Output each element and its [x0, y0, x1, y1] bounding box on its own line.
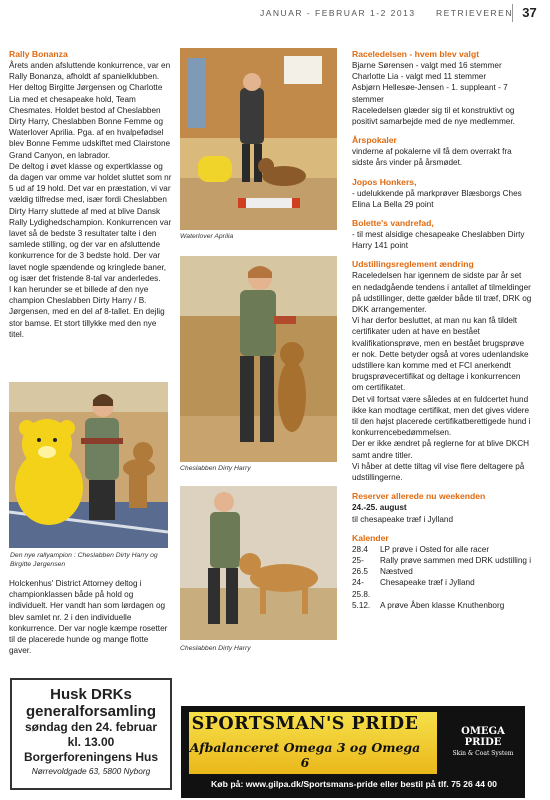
page-header: [260, 6, 513, 20]
election-line: Bjarne Sørensen - valgt med 16 stemmer: [352, 61, 502, 70]
photo-illustration: [180, 486, 337, 640]
calendar-event: A prøve Åben klasse Knuthenborg: [380, 600, 505, 610]
section-title-calendar: Kalender: [352, 532, 389, 543]
photo-caption-aprilia: Waterlover Aprilia: [180, 233, 234, 240]
photo-waterlover-aprilia: [180, 48, 337, 230]
calendar-list: [352, 544, 532, 611]
issue-label: JANUAR - FEBRUAR 1-2 2013: [260, 8, 416, 18]
section-title-jopos: Jopos Honkers,: [352, 176, 417, 187]
photo-illustration: [9, 382, 168, 548]
paragraph: I kan herunder se et billede af den nye champion Cheslabben Dirty Harry / B. Jørgensen, med en del af 8-tallet. En dejlig stor bamse. Et stort tillykke med den nye titel.: [9, 285, 165, 339]
ad-tagline: Afbalanceret Omega 3 og Omega 6: [189, 740, 421, 770]
logo-line: PRIDE: [464, 737, 502, 748]
reserve-date: 24.-25. august: [352, 503, 407, 513]
notice-address: Nørrevoldgade 63, 5800 Nyborg: [31, 766, 151, 776]
notice-line: Husk DRKs: [50, 686, 132, 703]
general-assembly-notice: [10, 678, 172, 790]
paragraph: Raceledelsen glæder sig til et konstruktivt og positivt samarbejde med de nye medlemmer.: [352, 105, 515, 127]
section-title-reserve: Reserver allerede nu weekenden: [352, 491, 486, 502]
photo-caption-champion: Den nye rallyampion : Cheslabben Dirty Harry og Birgitte Jørgensen: [10, 552, 158, 568]
notice-time: kl. 13.00: [67, 735, 115, 749]
calendar-date: 5.12.: [352, 600, 371, 610]
election-line: Asbjørn Hellesøe-Jensen - 1. suppleant - 7 stemmer: [352, 83, 508, 104]
notice-date: søndag den 24. februar: [24, 720, 158, 734]
logo-subline: Skin & Coat System: [452, 750, 514, 757]
photo-caption-harry-1: Cheslabben Dirty Harry: [180, 465, 251, 472]
omega-pride-logo: [449, 726, 517, 759]
calendar-event: LP prøve i Osted for alle racer: [380, 544, 490, 554]
photo-champion-bear: [9, 382, 168, 548]
paragraph: Det vil fortsat være således at en fuldcertet hund ikke kan modtage certifikat, men det gives videre til den højst placerede certifikatberettigede hund i konkurrencebedømmelsen.: [352, 394, 531, 438]
ad-order-info[interactable]: Køb på: www.gilpa.dk/Sportsmans-pride eller bestil på tlf. 75 26 44 00: [211, 779, 497, 789]
column-left: [9, 46, 172, 340]
calendar-event: Chesapeake træf i Jylland: [380, 578, 475, 588]
paragraph: vinderne af pokalerne vil få dem overrakt fra sidste års vinder på årsmødet.: [352, 147, 512, 168]
paragraph: Der er ikke ændret på reglerne for at blive DKCH samt andre titler.: [352, 439, 530, 460]
photo-dirty-harry-1: [180, 256, 337, 462]
notice-line: generalforsamling: [25, 703, 157, 720]
section-title-election: Raceledelsen - hvem blev valgt: [352, 49, 480, 59]
section-title-exhibition-rules: Udstillingsreglement ændring: [352, 259, 474, 270]
sportsmans-pride-ad[interactable]: [181, 706, 525, 798]
paragraph: - til mest alsidige chesapeake Cheslabben Dirty Harry 141 point: [352, 230, 525, 251]
paragraph: Raceledelsen har igennem de sidste par år set en nedadgående tendens i antallet af tilmeldinger på udstillinger, dette gælder både til træf, DRK og DKK arrangementer.: [352, 271, 532, 315]
calendar-date: 25-26.5: [352, 555, 368, 577]
paragraph: Vi håber at dette tiltag vil vise flere deltagere på udstillingerne.: [352, 461, 525, 483]
paragraph: Holckenhus' District Attorney deltog i championklassen både på hold og individuelt. Her vandt han som lørdagen og blev samlet nr. 2 i den individuelle konkurrence. Der var nogle kæmpe rosetter til de placerede hunde og mange flotte gaver.: [9, 579, 168, 656]
calendar-date: 24-25.8.: [352, 578, 371, 599]
ad-brand: SPORTSMAN'S PRIDE: [191, 714, 419, 734]
calendar-date: 28.4: [352, 544, 368, 554]
magazine-name: RETRIEVEREN: [436, 8, 513, 18]
photo-caption-harry-2: Cheslabben Dirty Harry: [180, 645, 251, 652]
paragraph: De deltog i øvet klasse og expertklasse og da dagen var omme var holdet sluttet som nr 5 ud af 19 hold. Det var en præstation, vi var vældig tilfredse med, især fordi Cheslabben Dirty Harry sluttede af med at blive Dansk Rally Lydighedschampion. Konkurrencen var lavet så de bedste 3 resultater talte i den samlede stilling, og der var en afsluttende konkurrence for de 3 bedste hold. Der var lavet nogle spændende og kringlede baner, og især det fristende 8-tal var anderledes.: [9, 161, 172, 283]
election-line: Charlotte Lia - valgt med 11 stemmer: [352, 72, 487, 82]
column-right: [352, 46, 532, 611]
paragraph: Årets anden afsluttende konkurrence, var en Rally Bonanza, afholdt af spanielklubben.: [9, 61, 171, 82]
page-number: 37: [512, 4, 546, 22]
paragraph: Vi har derfor besluttet, at man nu kan få tildelt certifikater uden at have en bestået kvalifikationsprøve, men en bestået brugsprøve er nok. Dette betyder også at vores udenlandske udstillere kan komme med et FCI anerkendt brugsprøvecertifikat og deltage i konkurrencen om certifikatet.: [352, 316, 529, 393]
section-title-rally: Rally Bonanza: [9, 49, 68, 59]
logo-line: OMEGA: [461, 726, 505, 737]
photo-illustration: [180, 48, 337, 230]
section-title-bolette: Bolette's vandrefad,: [352, 218, 434, 229]
section-title-trophies: Årspokaler: [352, 135, 397, 146]
paragraph: - udelukkende på markprøver Blæsborgs Ches Elina La Bella 29 point: [352, 188, 522, 209]
notice-venue: Borgerforeningens Hus: [23, 750, 158, 764]
paragraph: Her deltog Birgitte Jørgensen og Charlotte Lia med et chesapeake hold, Team Chesmates. Holdet bestod af Cheslabben Dirty Harry, Cheslabben Bonne Femme og Waterlover Aprilia. Pga. af en hvalpefødsel blev Bonne Femme udskiftet med Clairstone Grand Canyon, en labrador.: [9, 83, 171, 160]
calendar-event: Rally prøve sammen med DRK udstilling i Næstved: [380, 555, 532, 577]
column-left-lower: [9, 578, 172, 656]
photo-dirty-harry-2: [180, 486, 337, 640]
paragraph: til chesapeake træf i Jylland: [352, 514, 454, 524]
photo-illustration: [180, 256, 337, 462]
